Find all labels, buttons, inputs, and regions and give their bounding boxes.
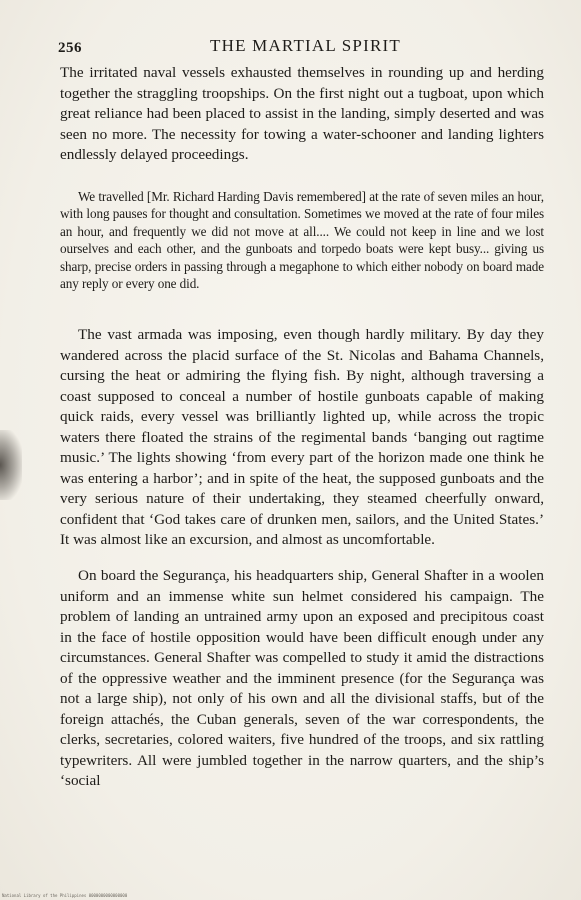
paragraph-shafter: On board the Segurança, his headquarters ship, General Shafter in a woolen uniform and an immense white sun helmet considered his campaign. The problem of landing an untrained army upon an exposed and precipitous coast in the face of hostile opposition would have been difficult enough under any circumstances. General Shafter was compelled to study it amid the distractions of the oppressive weather and the imminent presence (for the Segurança was not a large ship), not only of his own and all the divisional staffs, but of the foreign attachés, the Cuban generals, seven of the war correspondents, the clerks, secretaries, colored waiters, five hundred of the troops, and six rattling typewriters. All were jumbled together in the narrow quarters, and the ship’s ‘social — [60, 567, 544, 789]
running-head — [58, 36, 531, 60]
paragraph-naval-vessels: The irritated naval vessels exhausted themselves in rounding up and herding together the straggling troopships. On the first night out a tugboat, upon which great reliance had been placed to assist in the landing, simply deserted and was seen no more. The necessity for towing a water-schooner and landing lighters endlessly delayed proceedings. — [60, 64, 544, 164]
library-watermark: National Library of the Philippines 0000000000000000 — [2, 893, 128, 898]
binding-shadow — [0, 430, 22, 500]
paragraph-armada: The vast armada was imposing, even though hardly military. By day they wandered across the placid surface of the St. Nicolas and Bahama Channels, cursing the heat or admiring the flying fish. By night, although traversing a coast supposed to conceal a number of hostile gunboats capable of making quick raids, every vessel was brilliantly lighted up, while across the tropic waters there floated the strains of the regimental bands ‘banging out ragtime music.’ The lights showing ‘from every part of the horizon made one think he was entering a harbor’; and in spite of the heat, the supposed gunboats and the very serious nature of their undertaking, they steamed cheerfully onward, confident that ‘God takes care of drunken men, sailors, and the United States.’ It was almost like an excursion, and almost as uncomfortable. — [60, 326, 544, 548]
running-title: THE MARTIAL SPIRIT — [210, 36, 401, 55]
quotation-davis: We travelled [Mr. Richard Harding Davis remembered] at the rate of seven miles an hour, with long pauses for thought and consultation. Sometimes we moved at the rate of four miles an hour, and frequently we did not move at all.... We could not keep in line and we lost ourselves and each other, and the gunboats and torpedo boats were kept busy... giving us sharp, precise orders in passing through a megaphone to which either nobody on board made any reply or every one did. — [60, 189, 544, 292]
page-number: 256 — [58, 40, 82, 56]
